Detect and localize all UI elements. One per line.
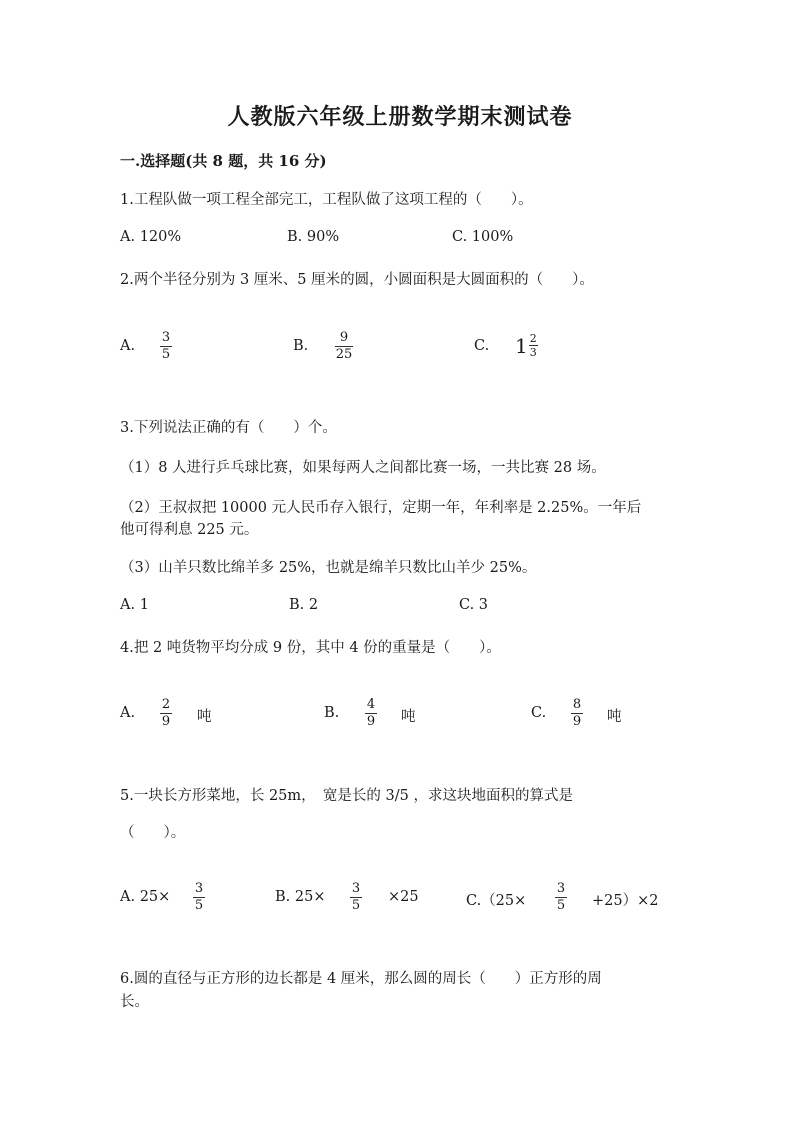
question-5-option-a-prefix: A. 25×: [120, 889, 171, 905]
question-4-option-a-label: A.: [120, 705, 136, 721]
fraction-numerator: 9: [339, 330, 349, 345]
question-1-option-b: B. 90%: [287, 229, 340, 245]
fraction-numerator: 8: [572, 697, 582, 712]
question-3-option-b: B. 2: [289, 597, 319, 613]
fraction-denominator: 5: [556, 898, 566, 913]
question-6-stem-line-1: 6.圆的直径与正方形的边长都是 4 厘米，那么圆的周长（ ）正方形的周: [120, 971, 602, 987]
question-1-stem: 1.工程队做一项工程全部完工，工程队做了这项工程的（ ）。: [120, 192, 533, 208]
question-5-option-c-fraction: [555, 882, 567, 913]
question-2-option-b-label: B.: [293, 338, 309, 354]
section-heading: 一.选择题(共 8 题，共 16 分): [120, 152, 327, 170]
question-4-option-a-fraction: [160, 698, 172, 729]
question-1-option-c: C. 100%: [452, 229, 514, 245]
fraction-denominator: 9: [161, 714, 171, 729]
question-2-option-a-label: A.: [120, 338, 136, 354]
fraction-denominator: 9: [366, 714, 376, 729]
question-4-option-b-unit: 吨: [401, 709, 416, 725]
question-5-option-c-suffix: +25）×2: [592, 893, 659, 909]
fraction-denominator: 5: [161, 347, 171, 362]
question-5-option-b-prefix: B. 25×: [275, 889, 326, 905]
fraction-denominator: 5: [351, 898, 361, 913]
fraction-numerator: 2: [529, 332, 537, 345]
fraction-numerator: 2: [161, 697, 171, 712]
fraction-numerator: 3: [351, 881, 361, 896]
question-3-statement-1: （1）8 人进行乒乓球比赛，如果每两人之间都比赛一场，一共比赛 28 场。: [120, 460, 606, 476]
fraction-denominator: 25: [335, 347, 353, 362]
question-2-option-c-label: C.: [474, 338, 490, 354]
mixed-whole: 1: [515, 333, 528, 358]
page-title: 人教版六年级上册数学期末测试卷: [227, 104, 573, 130]
question-4-option-c-fraction: [571, 698, 583, 729]
question-4-option-a-unit: 吨: [197, 709, 212, 725]
question-2-option-a-fraction: [160, 331, 172, 362]
fraction-numerator: 4: [366, 697, 376, 712]
question-1-option-a: A. 120%: [120, 229, 182, 245]
fraction-denominator: 5: [194, 898, 204, 913]
question-3-statement-2-line-2: 他可得利息 225 元。: [120, 522, 259, 538]
question-4-option-b-fraction: [365, 698, 377, 729]
question-2-option-c-mixed-number: [515, 333, 538, 358]
question-5-stem-line-1: 5.一块长方形菜地，长 25m， 宽是长的 3/5 ，求这块地面积的算式是: [120, 788, 573, 804]
fraction-denominator: 3: [529, 346, 537, 359]
question-6-stem-line-2: 长。: [120, 994, 149, 1010]
fraction-numerator: 3: [161, 330, 171, 345]
mixed-fraction: [529, 333, 538, 358]
question-4-stem: 4.把 2 吨货物平均分成 9 份，其中 4 份的重量是（ ）。: [120, 640, 501, 656]
question-4-option-c-unit: 吨: [607, 709, 622, 725]
fraction-denominator: 9: [572, 714, 582, 729]
question-5-stem-line-2: （ ）。: [120, 825, 186, 841]
fraction-numerator: 3: [194, 881, 204, 896]
question-2-option-b-fraction: [335, 331, 353, 362]
question-5-option-b-suffix: ×25: [388, 889, 419, 905]
question-3-option-a: A. 1: [120, 597, 149, 613]
question-3-stem: 3.下列说法正确的有（ ）个。: [120, 420, 337, 436]
question-3-option-c: C. 3: [459, 597, 489, 613]
question-5-option-c-prefix: C.（25×: [466, 893, 527, 909]
fraction-numerator: 3: [556, 881, 566, 896]
question-4-option-c-label: C.: [531, 705, 547, 721]
question-3-statement-2-line-1: （2）王叔叔把 10000 元人民币存入银行，定期一年，年利率是 2.25%。一年后: [120, 500, 642, 516]
question-4-option-b-label: B.: [324, 705, 340, 721]
question-5-option-b-fraction: [350, 882, 362, 913]
question-3-statement-3: （3）山羊只数比绵羊多 25%，也就是绵羊只数比山羊少 25%。: [120, 560, 537, 576]
question-5-option-a-fraction: [193, 882, 205, 913]
question-2-stem: 2.两个半径分别为 3 厘米、5 厘米的圆，小圆面积是大圆面积的（ ）。: [120, 272, 594, 288]
